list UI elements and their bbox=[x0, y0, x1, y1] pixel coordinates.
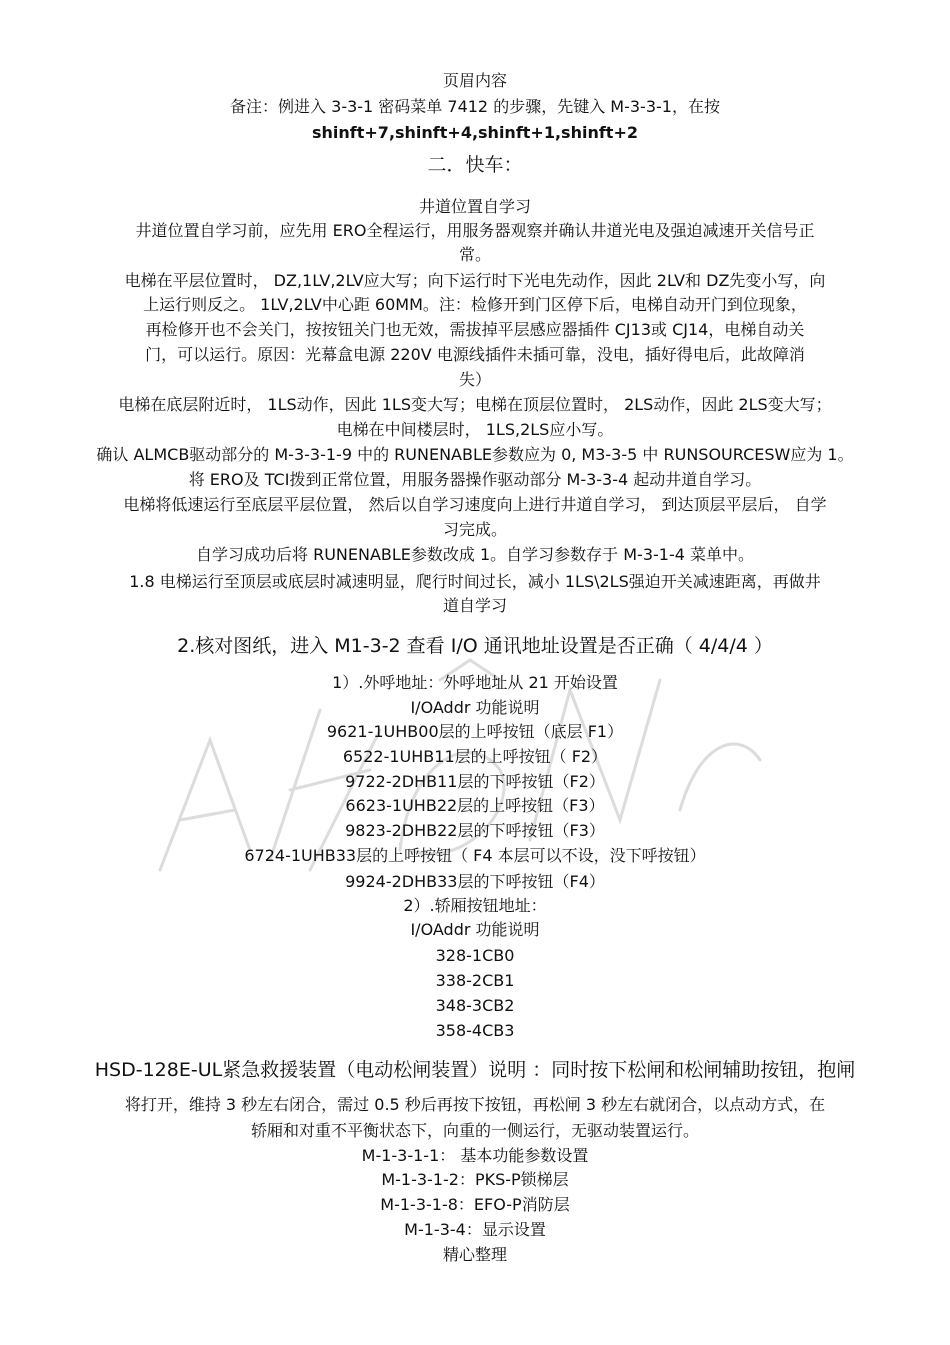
outside-call-row: 9621-1UHB00层的上呼按钮（底层 F1） bbox=[326, 722, 624, 741]
para-line: 习完成。 bbox=[442, 520, 507, 539]
shaft-learning-title: 井道位置自学习 bbox=[418, 197, 531, 216]
outside-call-row: 9722-2DHB11层的下呼按钮（F2） bbox=[345, 772, 605, 791]
para-line: 上运行则反之。 1LV,2LV中心距 60MM。注：检修开到门区停下后，电梯自动开门到位现象， bbox=[143, 295, 807, 314]
section-title-quick: 二．快车： bbox=[427, 154, 523, 176]
para-line: 失） bbox=[458, 370, 491, 389]
outside-call-row: 6623-1UHB22层的上呼按钮（F3） bbox=[345, 796, 605, 815]
para-line: 电梯在中间楼层时， 1LS,2LS应小写。 bbox=[336, 420, 614, 439]
menu-item: M-1-3-1-1： 基本功能参数设置 bbox=[361, 1146, 589, 1165]
para-line: 确认 ALMCB驱动部分的 M-3-3-1-9 中的 RUNENABLE参数应为 0, M3-3-5 中 RUNSOURCESW应为 1。 bbox=[96, 445, 854, 464]
outside-call-col-header: I/OAddr 功能说明 bbox=[410, 698, 540, 717]
car-button-row: 328-1CB0 bbox=[435, 946, 515, 965]
car-button-col-header: I/OAddr 功能说明 bbox=[410, 920, 540, 939]
para-line: 道自学习 bbox=[442, 596, 507, 615]
car-button-row: 338-2CB1 bbox=[435, 971, 515, 990]
para-line: 门，可以运行。原因：光幕盒电源 220V 电源线插件未插可靠，没电，插好得电后，此故障消 bbox=[145, 345, 805, 364]
para-line: 常。 bbox=[458, 245, 491, 264]
menu-item: M-1-3-4：显示设置 bbox=[404, 1220, 546, 1239]
rescue-title: HSD-128E-UL紧急救援装置（电动松闸装置）说明 ：同时按下松闸和松闸辅助按钮，抱闸 bbox=[94, 1059, 856, 1081]
car-button-row: 348-3CB2 bbox=[435, 996, 515, 1015]
outside-call-row: 9823-2DHB22层的下呼按钮（F3） bbox=[345, 821, 605, 840]
io-section-title: 2.核对图纸，进入 M1-3-2 查看 I/O 通讯地址设置是否正确（ 4/4/4 ） bbox=[177, 635, 773, 657]
rescue-line: 轿厢和对重不平衡状态下，向重的一侧运行，无驱动装置运行。 bbox=[250, 1121, 699, 1140]
outside-call-row: 9924-2DHB33层的下呼按钮（F4） bbox=[345, 872, 605, 891]
para-line: 井道位置自学习前，应先用 ERO全程运行，用服务器观察并确认井道光电及强迫减速开关信号正 bbox=[135, 221, 815, 240]
para-line: 电梯将低速运行至底层平层位置， 然后以自学习速度向上进行井道自学习， 到达顶层平层后， 自学 bbox=[123, 495, 827, 514]
outside-call-row: 6522-1UHB11层的上呼按钮（ F2） bbox=[342, 747, 608, 766]
note-line-2: shinft+7,shinft+4,shinft+1,shinft+2 bbox=[312, 123, 638, 142]
page-footer: 精心整理 bbox=[442, 1245, 507, 1264]
outside-call-heading: 1）.外呼地址：外呼地址从 21 开始设置 bbox=[332, 673, 618, 692]
para-line: 1.8 电梯运行至顶层或底层时减速明显，爬行时间过长，减小 1LS\2LS强迫开关减速距离，再做井 bbox=[129, 572, 821, 591]
car-button-row: 358-4CB3 bbox=[435, 1021, 515, 1040]
para-line: 再检修开也不会关门，按按钮关门也无效，需拔掉平层感应器插件 CJ13或 CJ14，电梯自动关 bbox=[145, 320, 805, 339]
para-line: 电梯在平层位置时， DZ,1LV,2LV应大写；向下运行时下光电先动作，因此 2LV和 DZ先变小写，向 bbox=[124, 271, 826, 290]
para-line: 电梯在底层附近时， 1LS动作，因此 1LS变大写；电梯在顶层位置时， 2LS动作，因此 2LS变大写； bbox=[118, 395, 832, 414]
rescue-line: 将打开，维持 3 秒左右闭合，需过 0.5 秒后再按下按钮，再松闸 3 秒左右就闭合，以点动方式，在 bbox=[124, 1095, 826, 1114]
outside-call-row: 6724-1UHB33层的上呼按钮（ F4 本层可以不设，没下呼按钮） bbox=[244, 846, 706, 865]
para-line: 自学习成功后将 RUNENABLE参数改成 1。自学习参数存于 M-3-1-4 菜单中。 bbox=[195, 545, 754, 564]
note-line-1: 备注：例进入 3-3-1 密码菜单 7412 的步骤，先键入 M-3-3-1，在按 bbox=[230, 97, 720, 116]
menu-item: M-1-3-1-8：EFO-P消防层 bbox=[380, 1195, 570, 1214]
para-line: 将 ERO及 TCI拨到正常位置，用服务器操作驱动部分 M-3-3-4 起动井道自学习。 bbox=[188, 470, 762, 489]
menu-item: M-1-3-1-2：PKS-P锁梯层 bbox=[381, 1170, 569, 1189]
car-button-heading: 2）.轿厢按钮地址： bbox=[403, 896, 547, 915]
page-header: 页眉内容 bbox=[442, 71, 507, 90]
